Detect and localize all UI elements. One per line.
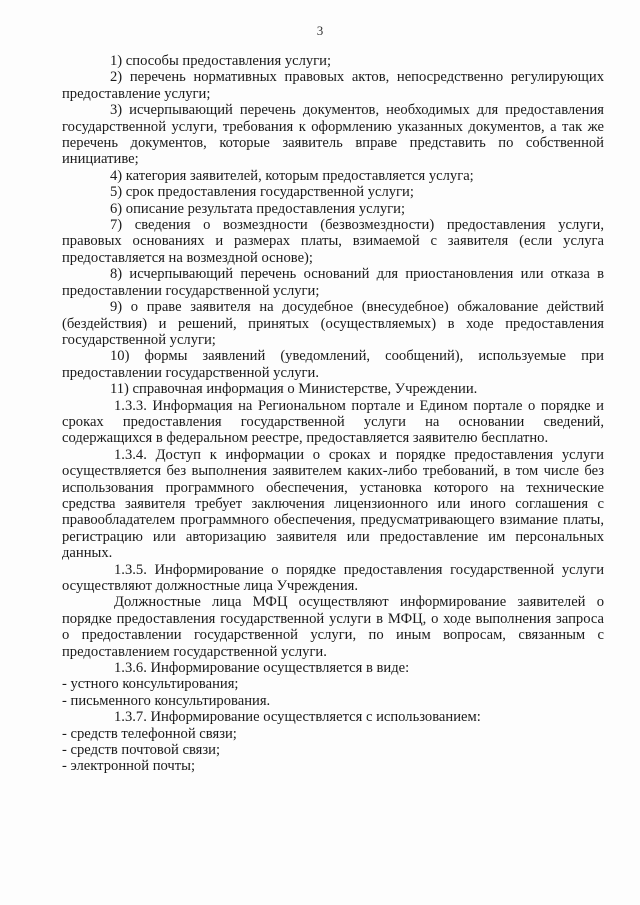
dash-item-oral: - устного консультирования; bbox=[62, 676, 239, 693]
list-item-7: 7) сведения о возмездности (безвозмездности) предоставления услуги, правовых основаниях и размерах платы, взимаемой с заявителя (если услуга предоставляется на возмездной основе); bbox=[62, 217, 604, 266]
list-item-5: 5) срок предоставления государственной услуги; bbox=[110, 184, 414, 201]
list-item-10: 10) формы заявлений (уведомлений, сообщений), используемые при предоставлении государственной услуги. bbox=[62, 348, 604, 381]
list-item-4: 4) категория заявителей, которым предоставляется услуга; bbox=[110, 167, 474, 184]
list-item-2: 2) перечень нормативных правовых актов, непосредственно регулирующих предоставление услуги; bbox=[62, 69, 604, 102]
dash-item-email: - электронной почты; bbox=[62, 758, 195, 775]
mfc-informing-paragraph: Должностные лица МФЦ осуществляют информирование заявителей о порядке предоставления государственной услуги в МФЦ, о ходе выполнения запроса о предоставлении государственной услуги, по иным вопросам, связанным с предоставлением государственной услуги. bbox=[62, 594, 604, 660]
dash-item-phone: - средств телефонной связи; bbox=[62, 725, 237, 742]
section-1-3-7: 1.3.7. Информирование осуществляется с использованием: bbox=[114, 709, 481, 726]
section-1-3-4: 1.3.4. Доступ к информации о сроках и порядке предоставления услуги осуществляется без выполнения заявителем каких-либо требований, в том числе без использования программного обеспечения, установка которого на технические средства заявителя требует заключения лицензионного или иного соглашения с правообладателем программного обеспечения, предусматривающего взимание платы, регистрацию или авторизацию заявителя или предоставление им персональных данных. bbox=[62, 446, 604, 562]
document-body bbox=[62, 53, 604, 775]
list-item-6: 6) описание результата предоставления услуги; bbox=[110, 200, 406, 217]
page-number: 3 bbox=[316, 23, 324, 38]
list-item-3: 3) исчерпывающий перечень документов, необходимых для предоставления государственной услуги, требования к оформлению указанных документов, а так же перечень документов, которые заявитель вправе представить по собственной инициативе; bbox=[62, 102, 604, 168]
section-1-3-6: 1.3.6. Информирование осуществляется в виде: bbox=[114, 660, 410, 677]
section-1-3-5: 1.3.5. Информирование о порядке предоставления государственной услуги осуществляют должностные лица Учреждения. bbox=[62, 561, 604, 594]
dash-item-post: - средств почтовой связи; bbox=[62, 742, 221, 759]
list-item-11: 11) справочная информация о Министерстве, Учреждении. bbox=[110, 381, 478, 398]
list-item-8: 8) исчерпывающий перечень оснований для приостановления или отказа в предоставлении государственной услуги; bbox=[62, 266, 604, 299]
list-item-1: 1) способы предоставления услуги; bbox=[110, 53, 332, 69]
dash-item-written: - письменного консультирования. bbox=[62, 692, 271, 709]
list-item-9: 9) о праве заявителя на досудебное (внесудебное) обжалование действий (бездействия) и решений, принятых (осуществляемых) в ходе предоставления государственной услуги; bbox=[62, 299, 604, 348]
section-1-3-3: 1.3.3. Информация на Региональном портале и Едином портале о порядке и сроках предоставления государственной услуги на основании сведений, содержащихся в федеральном реестре, предоставляется заявителю бесплатно. bbox=[62, 397, 604, 447]
